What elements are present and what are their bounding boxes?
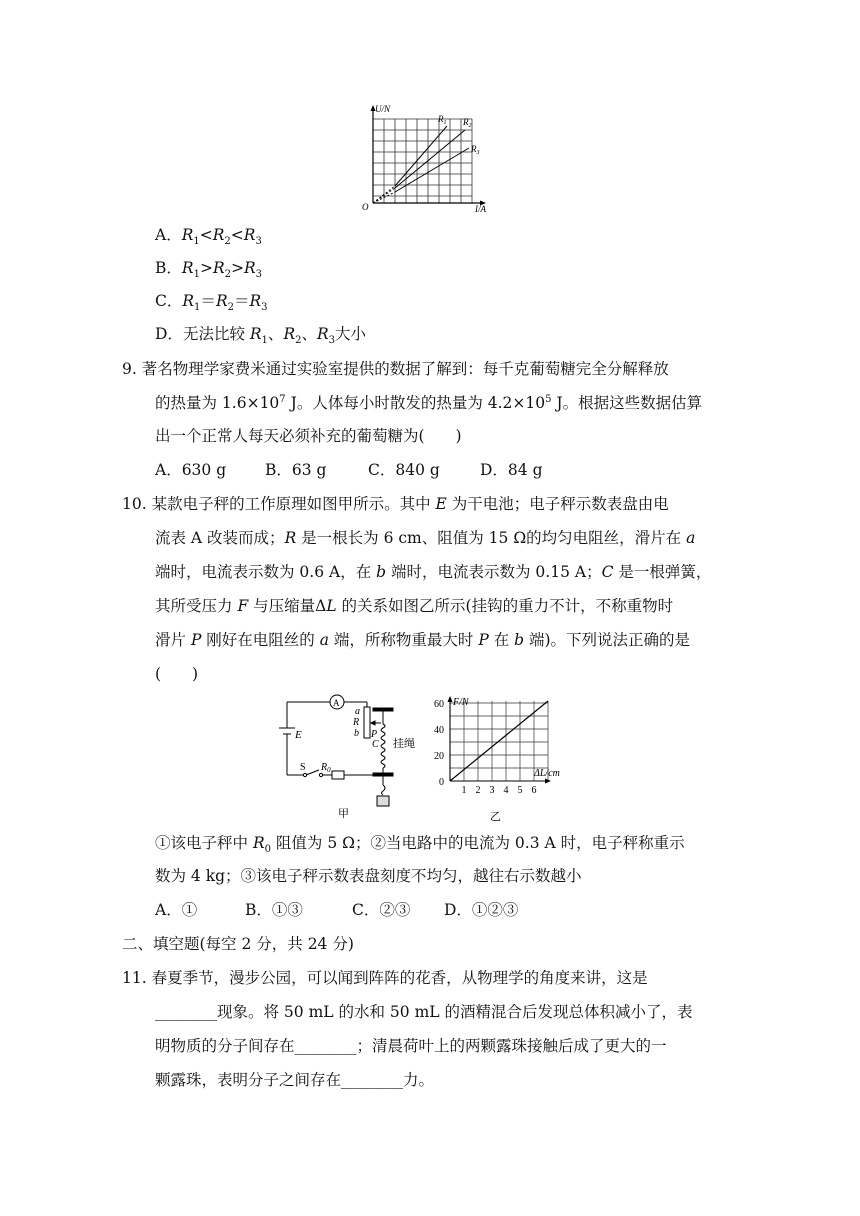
svg-text:C: C <box>372 739 379 750</box>
q8-option-d[interactable]: D．无法比较 $R_1$、$R_2$、$R_3$大小 <box>155 325 367 347</box>
q9-line-1: 9. 著名物理学家费米通过实验室提供的数据了解到：每千克葡萄糖完全分解释放 <box>122 360 669 378</box>
x-tick-label: 5 <box>517 785 523 796</box>
x-tick-label: 4 <box>503 785 509 796</box>
svg-text:E: E <box>295 729 302 741</box>
circuit-diagram <box>275 690 415 825</box>
q8-option-c[interactable]: C．$R_1=R_2=R_3$ <box>155 292 268 314</box>
svg-text:a: a <box>355 706 360 717</box>
x-tick-label: 1 <box>461 785 467 796</box>
y-tick-label: 40 <box>434 725 444 736</box>
r2-label: $R_2$ <box>463 117 472 129</box>
section-heading: 二、填空题(每空 2 分，共 24 分) <box>122 935 354 953</box>
ammeter-label: A <box>333 698 340 708</box>
q8-option-b[interactable]: B．$R_1>R_2>R_3$ <box>155 259 263 281</box>
q10-line-2: 流表 A 改装而成；R 是一根长为 6 cm、阻值为 15 Ω的均匀电阻丝，滑片在 a <box>155 529 696 547</box>
chart-x-label: ΔL/cm <box>534 768 560 779</box>
svg-text:R0: $R_0$ <box>321 762 331 774</box>
r3-label: $R_3$ <box>471 144 480 156</box>
q10-line-1: 10. 某款电子秤的工作原理如图甲所示。其中 E 为干电池；电子秤示数表盘由电 <box>122 495 669 513</box>
q9-number: 9. <box>122 360 137 378</box>
q9-line-2: 的热量为 $1.6\times 10^7$ J。人体每小时散发的热量为 $4.2\times 10^5$ J。根据这些数据估算 <box>155 393 703 412</box>
x-tick-label: 2 <box>475 785 481 796</box>
q9-option-b[interactable]: B．63 g <box>265 461 327 479</box>
q10-statement-2: 数为 4 kg；③该电子秤示数表盘刻度不均匀，越往右示数越小 <box>155 867 582 885</box>
y-tick-label: 60 <box>434 699 444 710</box>
y-tick-label: 20 <box>434 751 444 762</box>
rope-label: 挂绳 <box>393 737 415 750</box>
y-axis-label: U/N <box>375 104 391 114</box>
q8-option-a[interactable]: A．$R_1<R_2<R_3$ <box>155 226 262 248</box>
q10-line-4: 其所受压力 F 与压缩量ΔL 的关系如图乙所示(挂钩的重力不计，不称重物时 <box>155 597 674 615</box>
q11-line-2: ________现象。将 50 mL 的水和 50 mL 的酒精混合后发现总体积减小了，表 <box>155 1003 693 1021</box>
q10-option-a[interactable]: A．① <box>155 901 198 919</box>
svg-text:S: S <box>300 762 306 773</box>
q10-line-3: 端时，电流表示数为 0.6 A，在 b 端时，电流表示数为 0.15 A；C 是一根弹簧， <box>155 563 712 581</box>
svg-text:R: R <box>353 717 360 728</box>
q10-option-d[interactable]: D．①②③ <box>444 901 519 919</box>
q10-line-6: ( ) <box>155 665 199 683</box>
q9-option-c[interactable]: C．840 g <box>368 461 440 479</box>
chart-y-label: F/N <box>453 697 469 708</box>
q10-statement-1: ①该电子秤中 $R_0$ 阻值为 5 Ω；②当电路中的电流为 0.3 A 时，电子秤称重示 <box>155 834 685 856</box>
caption-yi: 乙 <box>490 810 501 823</box>
q9-line-3: 出一个正常人每天必须补充的葡萄糖为( ) <box>155 427 462 445</box>
force-compression-chart <box>430 693 580 825</box>
x-tick-label: 6 <box>531 785 537 796</box>
q10-number: 10. <box>122 495 147 513</box>
q9-option-d[interactable]: D．84 g <box>480 461 543 479</box>
q10-option-c[interactable]: C．②③ <box>352 901 411 919</box>
origin-label: O <box>362 202 369 212</box>
x-tick-label: 3 <box>489 785 495 796</box>
caption-jia: 甲 <box>338 807 349 820</box>
q11-number: 11. <box>122 969 147 987</box>
svg-text:P: P <box>371 729 378 740</box>
q11-line-1: 11. 春夏季节，漫步公园，可以闻到阵阵的花香，从物理学的角度来讲，这是 <box>122 969 648 987</box>
q10-line-5: 滑片 P 刚好在电阻丝的 a 端，所称物重最大时 P 在 b 端)。下列说法正确的是 <box>155 631 691 649</box>
q11-line-3: 明物质的分子间存在________；清晨荷叶上的两颗露珠接触后成了更大的一 <box>155 1037 667 1055</box>
r1-label: $R_1$ <box>438 114 447 126</box>
svg-text:b: b <box>354 728 359 739</box>
u-i-graph <box>355 100 505 218</box>
q9-option-a[interactable]: A．630 g <box>155 461 227 479</box>
q10-option-b[interactable]: B．①③ <box>245 901 303 919</box>
q11-line-4: 颗露珠，表明分子之间存在________力。 <box>155 1071 435 1089</box>
y-tick-label: 0 <box>439 777 444 788</box>
x-axis-label: I/A <box>475 204 486 214</box>
